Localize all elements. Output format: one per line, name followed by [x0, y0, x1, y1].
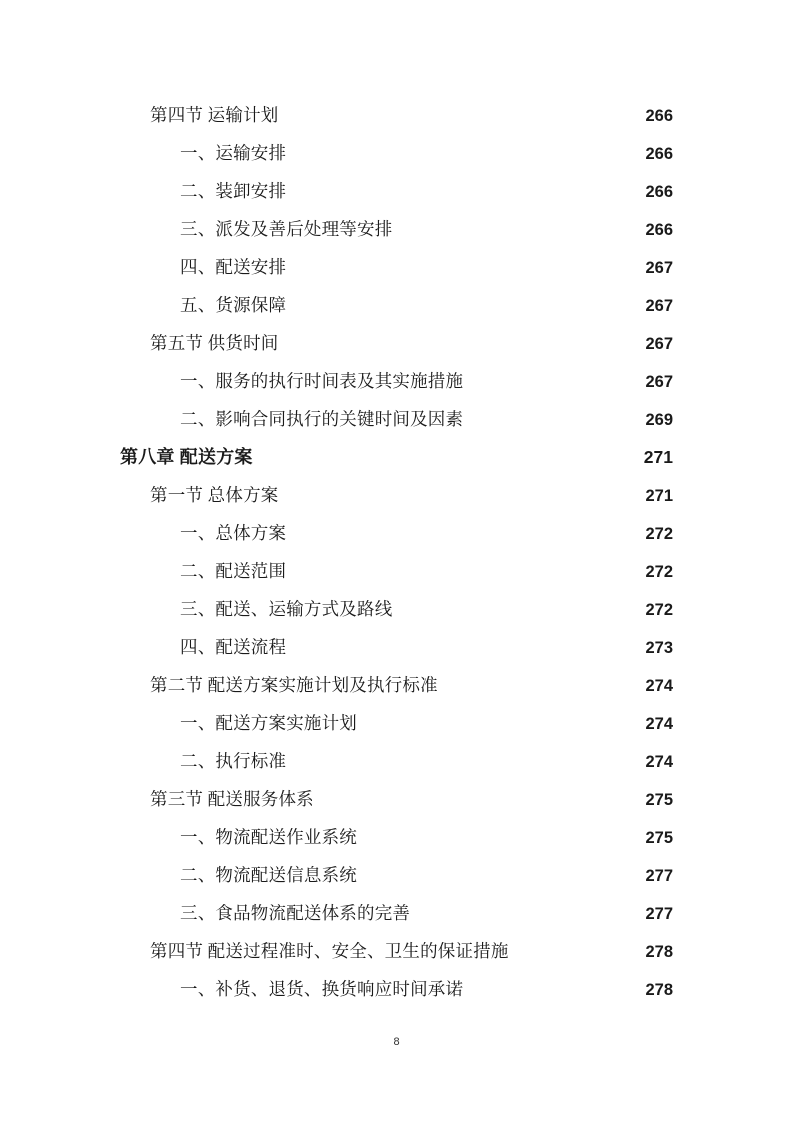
toc-entry[interactable] — [120, 970, 673, 1008]
toc-entry-title: 二、配送范围 — [180, 561, 287, 581]
toc-entry-page-number: 278 — [645, 981, 673, 999]
toc-entry[interactable] — [120, 552, 673, 590]
toc-entry-title: 二、影响合同执行的关键时间及因素 — [180, 409, 464, 429]
toc-dot-leader — [463, 371, 643, 387]
toc-entry-title: 二、物流配送信息系统 — [180, 865, 357, 885]
toc-entry-page-number: 272 — [645, 525, 673, 543]
toc-dot-leader — [392, 219, 636, 235]
toc-dot-leader — [286, 523, 643, 539]
toc-entry[interactable] — [120, 362, 673, 400]
toc-entry-title: 三、食品物流配送体系的完善 — [180, 903, 411, 923]
toc-entry[interactable] — [120, 932, 673, 970]
toc-entry-page-number: 271 — [645, 487, 673, 505]
toc-entry-page-number: 267 — [645, 297, 673, 315]
toc-entry-page-number: 266 — [645, 107, 673, 125]
toc-dot-leader — [286, 751, 643, 767]
toc-dot-leader — [278, 485, 643, 501]
toc-entry[interactable] — [120, 476, 673, 514]
toc-entry-title: 一、物流配送作业系统 — [180, 827, 357, 847]
toc-entry-title: 四、配送流程 — [180, 637, 287, 657]
toc-entry-page-number: 277 — [645, 867, 673, 885]
toc-entry[interactable] — [120, 742, 673, 780]
toc-entry-page-number: 266 — [645, 221, 673, 239]
toc-entry-page-number: 267 — [645, 335, 673, 353]
toc-entry-page-number: 272 — [645, 563, 673, 581]
toc-entry-page-number: 274 — [645, 677, 673, 695]
toc-dot-leader — [509, 941, 636, 957]
toc-entry-page-number: 275 — [645, 829, 673, 847]
toc-dot-leader — [410, 903, 643, 919]
toc-entry[interactable] — [120, 172, 673, 210]
toc-entry-page-number: 266 — [645, 145, 673, 163]
toc-entry-title: 三、配送、运输方式及路线 — [180, 599, 393, 619]
toc-dot-leader — [314, 789, 636, 805]
toc-entry-title: 一、运输安排 — [180, 143, 287, 163]
toc-entry-title: 一、配送方案实施计划 — [180, 713, 357, 733]
toc-entry[interactable] — [120, 514, 673, 552]
toc-entry-page-number: 273 — [645, 639, 673, 657]
toc-entry[interactable] — [120, 704, 673, 742]
toc-entry[interactable] — [120, 666, 673, 704]
toc-entry[interactable] — [120, 324, 673, 362]
toc-entry[interactable] — [120, 248, 673, 286]
toc-entry[interactable] — [120, 400, 673, 438]
toc-entry[interactable] — [120, 286, 673, 324]
toc-entry[interactable] — [120, 96, 673, 134]
toc-entry-title: 第三节 配送服务体系 — [150, 789, 314, 809]
toc-dot-leader — [278, 333, 643, 349]
toc-entry-title: 第五节 供货时间 — [150, 333, 279, 353]
toc-entry[interactable] — [120, 134, 673, 172]
toc-dot-leader — [463, 979, 643, 995]
toc-dot-leader — [286, 257, 643, 273]
toc-entry-title: 第四节 运输计划 — [150, 105, 279, 125]
toc-entry-title: 二、执行标准 — [180, 751, 287, 771]
toc-entry-page-number: 277 — [645, 905, 673, 923]
toc-dot-leader — [286, 181, 643, 197]
toc-dot-leader — [278, 105, 643, 121]
toc-entry-page-number: 274 — [645, 753, 673, 771]
toc-entry[interactable] — [120, 818, 673, 856]
footer-page-number: 8 — [393, 1036, 400, 1048]
toc-entry-page-number: 269 — [645, 411, 673, 429]
toc-entry-page-number: 275 — [645, 791, 673, 809]
toc-dot-leader — [253, 447, 643, 463]
toc-dot-leader — [286, 561, 643, 577]
toc-entry-title: 第八章 配送方案 — [120, 447, 253, 467]
toc-entry-page-number: 267 — [645, 259, 673, 277]
toc-entry[interactable] — [120, 438, 673, 476]
toc-entry-title: 一、补货、退货、换货响应时间承诺 — [180, 979, 464, 999]
toc-entry[interactable] — [120, 856, 673, 894]
toc-dot-leader — [438, 675, 636, 691]
toc-entry-title: 第二节 配送方案实施计划及执行标准 — [150, 675, 438, 695]
toc-entry[interactable] — [120, 210, 673, 248]
toc-entry[interactable] — [120, 590, 673, 628]
toc-dot-leader — [286, 143, 643, 159]
toc-dot-leader — [392, 599, 636, 615]
toc-entry-title: 一、服务的执行时间表及其实施措施 — [180, 371, 464, 391]
table-of-contents — [120, 96, 673, 1008]
toc-entry-page-number: 266 — [645, 183, 673, 201]
toc-entry-title: 四、配送安排 — [180, 257, 287, 277]
toc-dot-leader — [286, 637, 643, 653]
toc-entry-page-number: 271 — [643, 447, 673, 467]
toc-entry[interactable] — [120, 628, 673, 666]
toc-entry-title: 三、派发及善后处理等安排 — [180, 219, 393, 239]
toc-dot-leader — [357, 827, 643, 843]
toc-entry-page-number: 278 — [645, 943, 673, 961]
toc-dot-leader — [463, 409, 636, 425]
toc-entry-page-number: 272 — [645, 601, 673, 619]
toc-entry-title: 第四节 配送过程准时、安全、卫生的保证措施 — [150, 941, 509, 961]
toc-entry-title: 一、总体方案 — [180, 523, 287, 543]
toc-dot-leader — [357, 865, 643, 881]
toc-entry-page-number: 267 — [645, 373, 673, 391]
toc-entry[interactable] — [120, 894, 673, 932]
toc-entry[interactable] — [120, 780, 673, 818]
toc-dot-leader — [286, 295, 643, 311]
toc-entry-title: 五、货源保障 — [180, 295, 287, 315]
toc-entry-title: 二、装卸安排 — [180, 181, 287, 201]
toc-entry-title: 第一节 总体方案 — [150, 485, 279, 505]
toc-dot-leader — [357, 713, 643, 729]
toc-entry-page-number: 274 — [645, 715, 673, 733]
